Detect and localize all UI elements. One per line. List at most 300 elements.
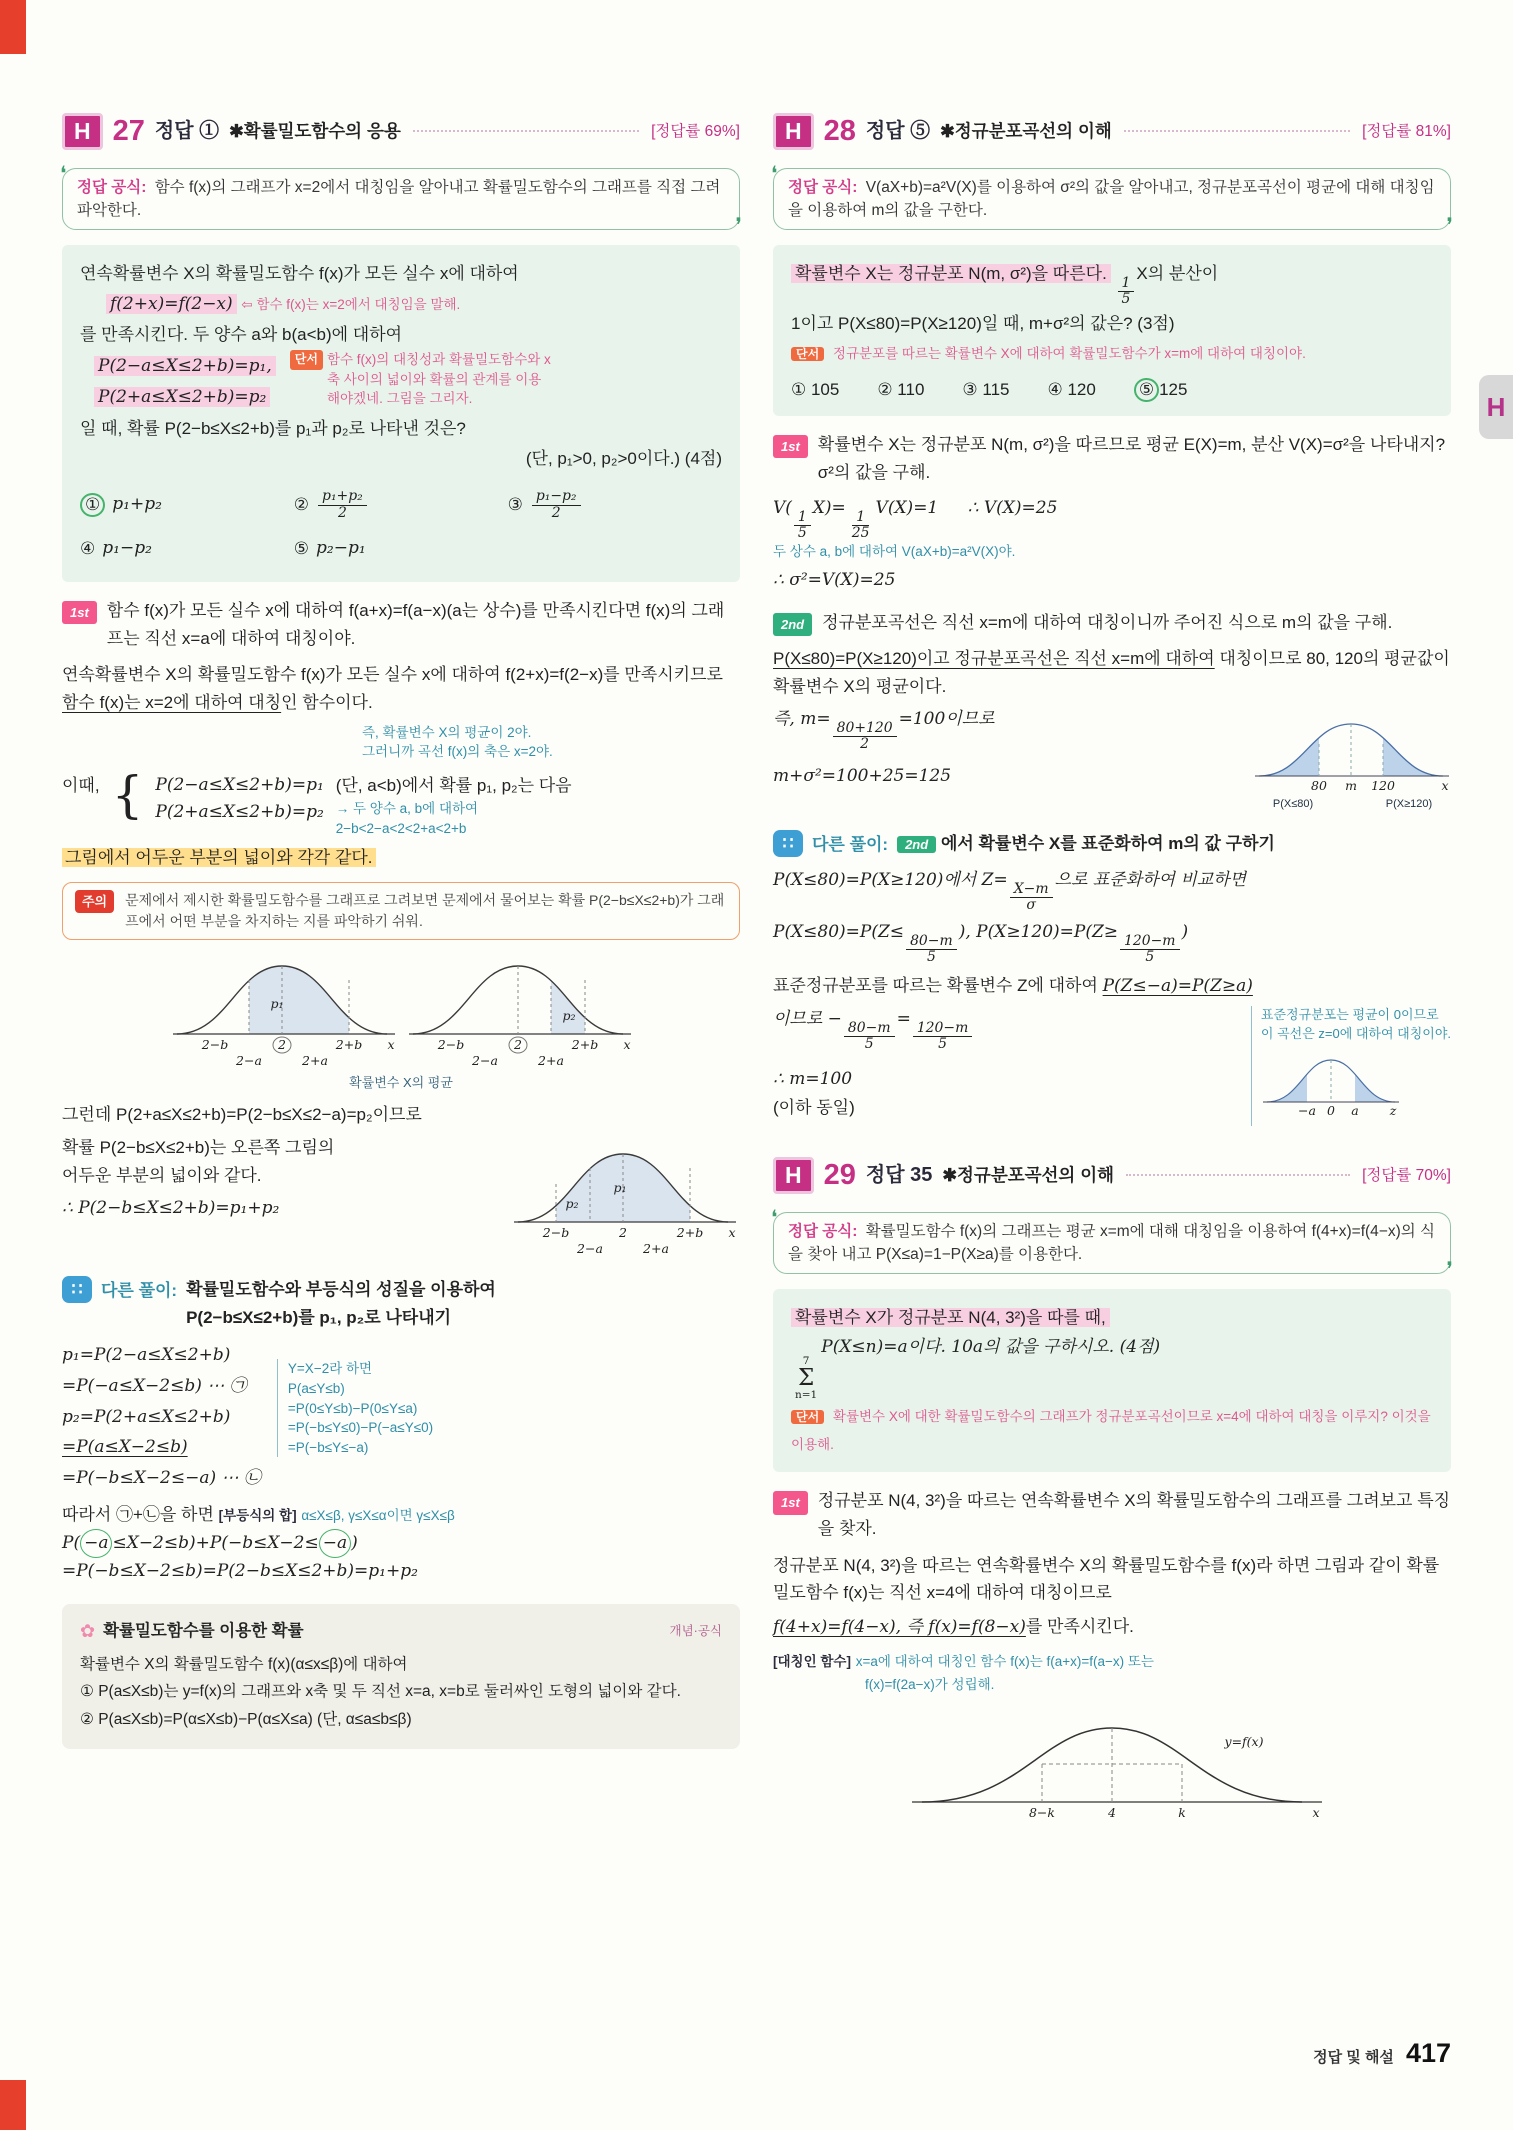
solution-text: 확률 P(2−b≤X≤2+b)는 오른쪽 그림의: [62, 1138, 335, 1158]
choice-5: [294, 535, 508, 563]
caution-badge: 주의: [75, 890, 114, 914]
math-text: (: [785, 498, 792, 519]
choice-value: p₁−p₂: [102, 537, 152, 558]
formula-label: 정답 공식:: [77, 178, 147, 196]
math-text: ∴ V(X)=25: [967, 498, 1058, 519]
alt-solution-title: [186, 1276, 496, 1331]
answer-formula-box: [773, 168, 1451, 231]
hint-text: 확률변수 X에 대한 확률밀도함수의 그래프가 정규분포곡선이므로 x=4에 대하여 대칭을 이루지? 이것을 이용해.: [791, 1409, 1431, 1452]
dotted-leader: [1126, 1174, 1350, 1176]
axis-label: 2−b: [437, 1036, 465, 1052]
inline-fraction: [906, 934, 957, 966]
step-badge-1st: 1st: [773, 1491, 808, 1514]
alt-conclusion-eq2: =P(−b≤X−2≤b)=P(2−b≤X≤2+b)=p₁+p₂: [62, 1561, 418, 1582]
axis-label: 2+a: [302, 1052, 328, 1068]
fraction-numerator: 1: [794, 510, 811, 526]
cases-lead: 이때,: [62, 775, 100, 795]
note-line: f(x)=f(2a−x)가 성립해.: [865, 1676, 995, 1692]
solution-paragraph: 정규분포 N(4, 3²)을 따르는 연속확률변수 X의 확률밀도함수를 f(x)라 하면 그림과 같이 확률밀도함수 f(x)는 직선 x=4에 대하여 대칭이므로: [773, 1555, 1440, 1603]
fraction-denominator: 2: [551, 504, 561, 521]
step-1st: [62, 597, 740, 652]
solution-paragraph: [62, 661, 740, 716]
underlined-equation: P(Z≤−a)=P(Z≥a): [1102, 975, 1253, 996]
alt-solution-label: 다른 풀이:: [812, 835, 889, 855]
fraction-denominator: 25: [851, 525, 870, 542]
step-text: 정규분포곡선은 직선 x=m에 대하여 대칭이니까 주어진 식으로 m의 값을 구해.: [822, 612, 1393, 632]
choice-3: [508, 489, 722, 521]
step-badge-2nd: 2nd: [897, 836, 936, 853]
region-label-p2: p₂: [562, 1007, 576, 1023]
fraction-denominator: 2: [337, 504, 347, 521]
note-line: x=a에 대하여 대칭인 함수 f(x)는 f(a+x)=f(a−x) 또는: [855, 1654, 1154, 1670]
sigma-symbol: [795, 1356, 817, 1400]
problem-equation: P(2+a≤X≤2+b)=p₂: [94, 387, 270, 407]
region-label-p2: p₂: [565, 1196, 579, 1212]
h-badge: H: [62, 113, 103, 150]
std-normal-note: [1251, 1006, 1451, 1126]
problem-number: 29: [823, 1158, 856, 1191]
dice-icon: ∷: [62, 1276, 92, 1303]
h-badge: H: [773, 113, 814, 150]
note-line: 그러니까 곡선 f(x)의 축은 x=2야.: [362, 744, 553, 760]
figure-caption: P(X≤80): [1272, 798, 1314, 811]
answer-rate: [정답률 70%]: [1362, 1166, 1451, 1184]
step-text: 함수 f(x)가 모든 실수 x에 대하여 f(a+x)=f(a−x)(a는 상수)를 만족시킨다면 f(x)의 그래프는 직선 x=a에 대하여 대칭이야.: [106, 601, 725, 648]
teal-note: [336, 799, 572, 838]
formula-label: 정답 공식:: [788, 178, 858, 196]
note-line: =P(−b≤Y≤0)−P(−a≤Y≤0): [287, 1420, 434, 1436]
step-badge-1st: 1st: [773, 435, 808, 458]
h27-header: [62, 108, 740, 155]
note-line: P(a≤Y≤b): [287, 1381, 345, 1397]
axis-label: 2−a: [472, 1052, 498, 1068]
inline-fraction: [1010, 882, 1053, 914]
text-figure-row: [62, 1134, 740, 1260]
math-text: ): [351, 1532, 358, 1553]
caution-box: [62, 882, 740, 940]
math-text: 으로 표준화하여 비교하면: [1054, 869, 1247, 890]
page-edge-bottom: [0, 2080, 26, 2130]
answer-choices: [791, 376, 1433, 404]
section-tab-letter: H: [1486, 391, 1506, 422]
axis-label: 2: [619, 1225, 627, 1241]
step-1st: [773, 1487, 1451, 1542]
solution-paragraph: [773, 1613, 1451, 1642]
answer-choices: [80, 482, 722, 569]
solution-text: 어두운 부분의 넓이와 같다.: [62, 1165, 262, 1185]
axis-label: 8−k: [1028, 1805, 1056, 1821]
hint-badge: 단서: [791, 1410, 824, 1424]
step-badge-2nd: 2nd: [773, 613, 812, 636]
alt-solution-header: [62, 1276, 740, 1331]
fraction-numerator: p₁−p₂: [532, 489, 581, 505]
circled-term: −a: [80, 1529, 112, 1559]
note-line: → 두 양수 a, b에 대하여: [335, 801, 479, 817]
math-text: V(X)=1: [875, 498, 939, 519]
math-text: =: [896, 1009, 911, 1030]
choice-marker: ③: [507, 495, 523, 515]
sigma-lower: n=1: [795, 1388, 818, 1401]
math-text: X: [812, 498, 825, 519]
math-line: p₂=P(2+a≤X≤2+b): [62, 1406, 231, 1427]
teal-note: 두 상수 a, b에 대하여 V(aX+b)=a²V(X)야.: [773, 543, 1016, 559]
fraction-numerator: 120−m: [913, 1021, 973, 1037]
problem-condition: (단, p₁>0, p₂>0이다.) (4점): [525, 448, 722, 468]
standardized-probabilities: [773, 919, 1451, 965]
formula-text: 함수 f(x)의 그래프가 x=2에서 대칭임을 알아내고 확률밀도함수의 그래프를 직접 그려 파악한다.: [77, 178, 721, 220]
pdf-symmetry-figure: [892, 1702, 1332, 1828]
page-footer: [1313, 2032, 1451, 2076]
sigma-upper: 7: [802, 1355, 810, 1368]
axis-label: 2: [514, 1036, 522, 1052]
step-1st: [773, 431, 1451, 486]
teal-note: [362, 723, 740, 762]
normal-curve-figure: [1251, 706, 1451, 814]
left-column: [62, 104, 740, 1749]
pdf-curve-combined: [508, 1134, 740, 1260]
answer-label: 정답 35: [865, 1163, 933, 1186]
inline-fraction: [833, 721, 897, 753]
region-label-p1: p₁: [270, 995, 284, 1011]
h28-problem-box: [773, 245, 1451, 416]
circled-term: −a: [319, 1529, 351, 1559]
answer-label: 정답 ⑤: [865, 120, 931, 143]
footer-label: 정답 및 해설: [1313, 2049, 1394, 2066]
axis-label: 2−b: [542, 1225, 570, 1241]
curve-label: y=f(x): [1224, 1734, 1264, 1750]
problem-line: 1이고 P(X≤80)=P(X≥120)일 때, m+σ²의 값은? (3점): [791, 313, 1175, 333]
answer-rate: [정답률 69%]: [651, 122, 740, 140]
fraction-numerator: 80−m: [906, 934, 957, 950]
concept-box: [62, 1604, 740, 1749]
choice-1: ① 105: [791, 379, 840, 399]
h-badge: H: [773, 1157, 814, 1194]
fraction-denominator: σ: [1026, 896, 1036, 913]
right-column: [773, 104, 1451, 1837]
std-normal-figure: [1261, 1044, 1401, 1120]
hint-block: [290, 350, 552, 409]
problem-line: 연속확률변수 X의 확률밀도함수 f(x)가 모든 실수 x에 대하여: [80, 264, 519, 284]
axis-label: x: [728, 1225, 736, 1241]
math-text: =: [831, 498, 846, 519]
note-line: Y=X−2라 하면: [287, 1361, 373, 1377]
alt-math-lines: [62, 1339, 261, 1495]
solution-paragraph: [773, 645, 1451, 700]
axis-label: 80: [1311, 778, 1327, 794]
fraction-numerator: 80−m: [844, 1021, 895, 1037]
problem-equation: f(2+x)=f(2−x): [106, 294, 237, 314]
choice-value: p₂−p₁: [316, 537, 366, 558]
teal-note-block: [277, 1359, 433, 1457]
fraction-denominator: 5: [938, 1036, 947, 1053]
fraction-numerator: 1: [852, 510, 869, 526]
hint-text: 함수 f(x)의 대칭성과 확률밀도함수와 x축 사이의 넓이와 확률의 관계를 이용해야겠네. 그림을 그리자.: [326, 352, 551, 407]
hint-badge: 단서: [290, 350, 323, 369]
note-line: =P(0≤Y≤b)−P(0≤Y≤a): [287, 1400, 418, 1416]
axis-label: x: [1441, 778, 1449, 794]
highlighted-statement: 확률변수 X가 정규분포 N(4, 3²)을 따를 때,: [791, 1308, 1110, 1327]
topic-label: ✱정규분포곡선의 이해: [942, 1164, 1115, 1185]
axis-label: 2: [278, 1036, 286, 1052]
flower-icon: ✿: [80, 1620, 96, 1641]
underlined-text: P(X≤80)=P(X≥120)이고 정규분포곡선은 직선 x=m에 대하여: [773, 649, 1215, 669]
dotted-leader: [413, 130, 639, 132]
hint-badge: 단서: [791, 347, 824, 361]
problem-line: 일 때, 확률 P(2−b≤X≤2+b)를 p₁과 p₂로 나타낸 것은?: [80, 419, 466, 439]
sigma-squared-result: ∴ σ²=V(X)=25: [773, 570, 896, 591]
pdf-curve-p2: [403, 946, 635, 1072]
axis-label: 0: [1326, 1102, 1335, 1118]
h29-figure-wrap: [773, 1702, 1451, 1837]
same-as-above: (이하 동일): [773, 1097, 855, 1117]
choice-fraction: [532, 489, 581, 521]
concept-title: 확률밀도함수를 이용한 확률: [103, 1621, 304, 1640]
axis-label: 2+b: [335, 1036, 363, 1052]
problem-text: X의 분산이: [1136, 264, 1219, 284]
underlined-text: 함수 f(x)는 x=2에 대하여 대칭: [62, 692, 282, 712]
choice-2: [294, 489, 508, 521]
choice-1: [80, 489, 294, 521]
concept-line: 확률변수 X의 확률밀도함수 f(x)(α≤x≤β)에 대하여: [80, 1655, 408, 1673]
note-line: 2−b<2−a<2<2+a<2+b: [335, 820, 467, 836]
concept-item: ② P(a≤X≤b)=P(α≤X≤b)−P(α≤X≤a) (단, α≤a≤b≤β): [80, 1711, 412, 1729]
inline-fraction: [844, 1021, 895, 1053]
page-edge-top: [0, 0, 26, 54]
problem-number: 27: [112, 115, 145, 147]
sigma-glyph: Σ: [797, 1364, 815, 1391]
alt-solution-header: [773, 830, 1451, 859]
step-text: 정규분포 N(4, 3²)을 따르는 연속확률변수 X의 확률밀도함수의 그래프를 그려보고 특징을 찾자.: [817, 1491, 1451, 1538]
math-text: P(X≤80)=P(Z≤: [773, 922, 905, 943]
answer-ring: ⑤: [1134, 378, 1159, 402]
step-text: 확률변수 X는 정규분포 N(m, σ²)을 따르므로 평균 E(X)=m, 분산 V(X)=σ²을 나타내지? σ²의 값을 구해.: [817, 435, 1446, 482]
dotted-leader: [1124, 130, 1350, 132]
equation-note-row: [773, 1006, 1451, 1126]
inline-fraction: [794, 510, 811, 542]
axis-label: 2+a: [538, 1052, 564, 1068]
note-line: 표준정규분포는 평균이 0이므로: [1260, 1007, 1439, 1023]
highlighted-text: 그림에서 어두운 부분의 넓이와 각각 같다.: [62, 848, 376, 867]
concept-header: [80, 1617, 722, 1646]
solution-text: 연속확률변수 X의 확률밀도함수 f(x)가 모든 실수 x에 대하여 f(2+x)=f(2−x)를 만족시키므로: [62, 665, 723, 685]
solution-text: 대칭이므로 80, 120의 평균값이 확률변수 X의 평균이다.: [773, 649, 1450, 696]
dice-icon: ∷: [773, 830, 803, 857]
axis-label: 2−b: [201, 1036, 229, 1052]
solution-lines: [773, 706, 1239, 790]
choice-4: [80, 535, 294, 563]
solution-paragraph: 그런데 P(2+a≤X≤2+b)=P(2−b≤X≤2−a)=p₂이므로: [62, 1104, 422, 1124]
answer-formula-box: [62, 168, 740, 231]
solution-text: 인 함수이다.: [281, 692, 373, 712]
highlighted-statement: 확률변수 X는 정규분포 N(m, σ²)을 따른다.: [791, 264, 1111, 283]
h29-header: [773, 1152, 1451, 1199]
choice-2: ② 110: [877, 379, 925, 399]
inline-fraction: [848, 510, 874, 542]
figure-caption: 확률변수 X의 평균: [349, 1074, 453, 1090]
formula-text: 확률밀도함수 f(x)의 그래프는 평균 x=m에 대해 대칭임을 이용하여 f(4+x)=f(4−x)의 식을 찾아 내고 P(X≤a)=1−P(X≥a)를 이용한다.: [788, 1222, 1435, 1263]
fraction-denominator: 5: [926, 949, 936, 966]
fraction-denominator: 5: [1121, 291, 1131, 308]
axis-label: −a: [1297, 1102, 1316, 1118]
mean-equation: [773, 706, 1239, 752]
brace: {: [111, 765, 144, 824]
underlined-equation: f(4+x)=f(4−x), 즉 f(x)=f(8−x): [773, 1616, 1026, 1637]
figure-caption: P(X≥120): [1385, 798, 1433, 811]
problem-equation-row: [80, 290, 722, 319]
solution-text: 표준정규분포를 따르는 확률변수 Z에 대하여: [773, 975, 1103, 995]
math-line: =P(−a≤X−2≤b) ⋯ ㉠: [62, 1375, 247, 1396]
cases-row: [62, 765, 740, 839]
symmetry-equation: [773, 1006, 1239, 1121]
h28-header: [773, 108, 1451, 155]
fraction-denominator: 5: [797, 525, 807, 542]
problem-number: 28: [823, 115, 856, 147]
solution-lines: [62, 1134, 496, 1223]
note-label: [대칭인 함수]: [773, 1654, 851, 1670]
inline-fraction: [1118, 276, 1135, 308]
h27-figure-1: [62, 946, 740, 1072]
choice-marker: ⑤: [293, 538, 310, 558]
hint-text: 정규분포를 따르는 확률변수 X에 대하여 확률밀도함수가 x=m에 대하여 대칭이야.: [832, 346, 1306, 362]
math-line-underlined: =P(a≤X−2≤b): [62, 1437, 188, 1458]
alt-title-line: P(2−b≤X≤2+b)를 p₁, p₂로 나타내기: [186, 1307, 452, 1327]
fraction-denominator: 5: [864, 1036, 874, 1053]
axis-label: x: [387, 1036, 395, 1052]
answer-rate: [정답률 81%]: [1362, 122, 1451, 140]
page-number: 417: [1405, 2038, 1451, 2068]
inline-fraction: [913, 1021, 973, 1053]
math-text: P(X≤80)=P(X≥120)에서 Z=: [773, 869, 1008, 890]
choice-marker: ②: [293, 495, 310, 515]
section-tab: [1479, 375, 1513, 439]
math-text: ), P(X≥120)=P(Z≥: [958, 922, 1119, 943]
alt-title-line: 에서 확률변수 X를 표준화하여 m의 값 구하기: [940, 834, 1275, 854]
problem-equation: P(2−a≤X≤2+b)=p₁,: [94, 356, 276, 376]
problem-equations-hint: [80, 350, 722, 413]
note-line: 즉, 확률변수 X의 평균이 2야.: [362, 724, 532, 740]
problem-line: [791, 260, 1433, 307]
case-equations: [155, 772, 323, 827]
axis-label: 2−a: [236, 1052, 262, 1068]
concept-item: ① P(a≤X≤b)는 y=f(x)의 그래프와 x축 및 두 직선 x=a, x=b로 둘러싸인 도형의 넓이와 같다.: [80, 1683, 681, 1701]
cases-tail: [336, 772, 572, 839]
note-line: α≤X≤β, γ≤X≤α이면 γ≤X≤β: [301, 1508, 455, 1524]
answer-formula-box: [773, 1212, 1451, 1275]
math-text: ): [824, 498, 832, 519]
text-figure-row: [773, 706, 1451, 814]
choice-5: [1134, 376, 1188, 404]
choice-fraction: [318, 489, 367, 521]
h29-problem-box: [773, 1289, 1451, 1472]
note-line: 이 곡선은 z=0에 대하여 대칭이야.: [1260, 1025, 1451, 1041]
axis-label: 120: [1371, 778, 1395, 794]
formula-text: V(aX+b)=a²V(X)를 이용하여 σ²의 값을 알아내고, 정규분포곡선이 평균에 대해 대칭임을 이용하여 m의 값을 구한다.: [788, 178, 1435, 220]
region-label-p1: p₁: [613, 1180, 627, 1196]
note-line: =P(−b≤Y≤−a): [287, 1439, 369, 1455]
fraction-numerator: X−m: [1010, 882, 1053, 898]
alt-title-line: 확률밀도함수와 부등식의 성질을 이용하여: [186, 1280, 496, 1300]
hint-block: [791, 1402, 1433, 1457]
math-text: P(: [62, 1532, 81, 1553]
fraction-denominator: 5: [1145, 949, 1155, 966]
symmetry-line: [773, 972, 1451, 1001]
choice-value: 125: [1159, 379, 1188, 399]
alt-conclusion-eq1: [62, 1529, 740, 1559]
topic-label: ✱확률밀도함수의 응용: [229, 121, 401, 142]
h27-problem-box: [62, 245, 740, 582]
alt-conclusion-lead: [62, 1501, 740, 1529]
problem-line: 를 만족시킨다. 두 양수 a와 b(a<b)에 대하여: [80, 324, 403, 344]
axis-label: x: [623, 1036, 631, 1052]
step-badge-1st: 1st: [62, 601, 97, 624]
hint-block: [791, 339, 1433, 367]
note-label: [부등식의 합]: [218, 1508, 297, 1524]
fraction-denominator: 2: [860, 736, 870, 753]
axis-label: 2−a: [577, 1241, 603, 1257]
axis-label: 4: [1108, 1805, 1116, 1821]
choice-marker: ④: [80, 538, 96, 558]
axis-label: x: [1312, 1805, 1320, 1821]
math-line: =P(−b≤X−2≤−a) ⋯ ㉡: [62, 1467, 261, 1488]
step-2nd: [773, 609, 1451, 637]
axis-label: z: [1389, 1102, 1397, 1118]
variance-equation: [773, 495, 1451, 541]
concept-tag: 개념·공식: [669, 1624, 722, 1639]
math-text: 즉, m=: [773, 709, 831, 730]
formula-label: 정답 공식:: [788, 1222, 858, 1240]
alt-solution-title: [897, 830, 1275, 858]
axis-label: a: [1351, 1102, 1359, 1118]
math-text: =100이므로: [898, 709, 995, 730]
fraction-numerator: p₁+p₂: [318, 489, 367, 505]
cases-condition: (단, a<b)에서 확률 p₁, p₂는 다음: [335, 775, 572, 795]
math-text: ≤X−2≤b)+P(−b≤X−2≤: [112, 1532, 319, 1553]
alt-solution-label: 다른 풀이:: [101, 1281, 178, 1301]
topic-label: ✱정규분포곡선의 이해: [940, 121, 1112, 142]
conclusion-equation: ∴ P(2−b≤X≤2+b)=p₁+p₂: [62, 1198, 280, 1219]
axis-label: 2+b: [571, 1036, 599, 1052]
math-text: V: [773, 498, 786, 519]
axis-label: m: [1345, 778, 1357, 794]
axis-label: 2+b: [676, 1225, 704, 1241]
fraction-numerator: 120−m: [1120, 934, 1180, 950]
choice-3: ③ 115: [962, 379, 1010, 399]
problem-text: P(X≤n)=a이다. 10a의 값을 구하시오. (4점): [821, 1336, 1161, 1357]
fraction-numerator: 1: [1118, 276, 1135, 292]
equation-note: ⇦ 함수 f(x)는 x=2에서 대칭임을 말해.: [241, 297, 461, 312]
answer-ring: ①: [80, 493, 105, 517]
teal-note-row: [773, 1647, 1451, 1694]
case-equation: P(2−a≤X≤2+b)=p₁: [155, 774, 324, 795]
math-text: 이므로 −: [773, 1009, 842, 1030]
case-equation: P(2+a≤X≤2+b)=p₂: [155, 802, 324, 823]
mean-result: ∴ m=100: [773, 1069, 853, 1090]
pdf-curve-p1: [167, 946, 399, 1072]
axis-label: 2+a: [643, 1241, 669, 1257]
caution-text: 문제에서 제시한 확률밀도함수를 그래프로 그려보면 문제에서 물어보는 확률 P(2−b≤X≤2+b)가 그래프에서 어떤 부분을 차지하는 지를 파악하기 쉬워.: [125, 891, 725, 929]
problem-equations: [80, 350, 276, 413]
math-text: ): [1181, 922, 1189, 943]
math-line: p₁=P(2−a≤X≤2+b): [62, 1345, 231, 1366]
sigma-line: [791, 1334, 1433, 1401]
standardize-line: [773, 867, 1451, 913]
final-equation: m+σ²=100+25=125: [773, 765, 952, 786]
fraction-numerator: 80+120: [833, 721, 897, 737]
solution-text: 따라서 ㉠+㉡을 하면: [62, 1505, 214, 1525]
solution-text: 를 만족시킨다.: [1025, 1616, 1134, 1636]
alt-solution-body: [62, 1339, 740, 1495]
choice-value: p₁+p₂: [112, 494, 162, 515]
